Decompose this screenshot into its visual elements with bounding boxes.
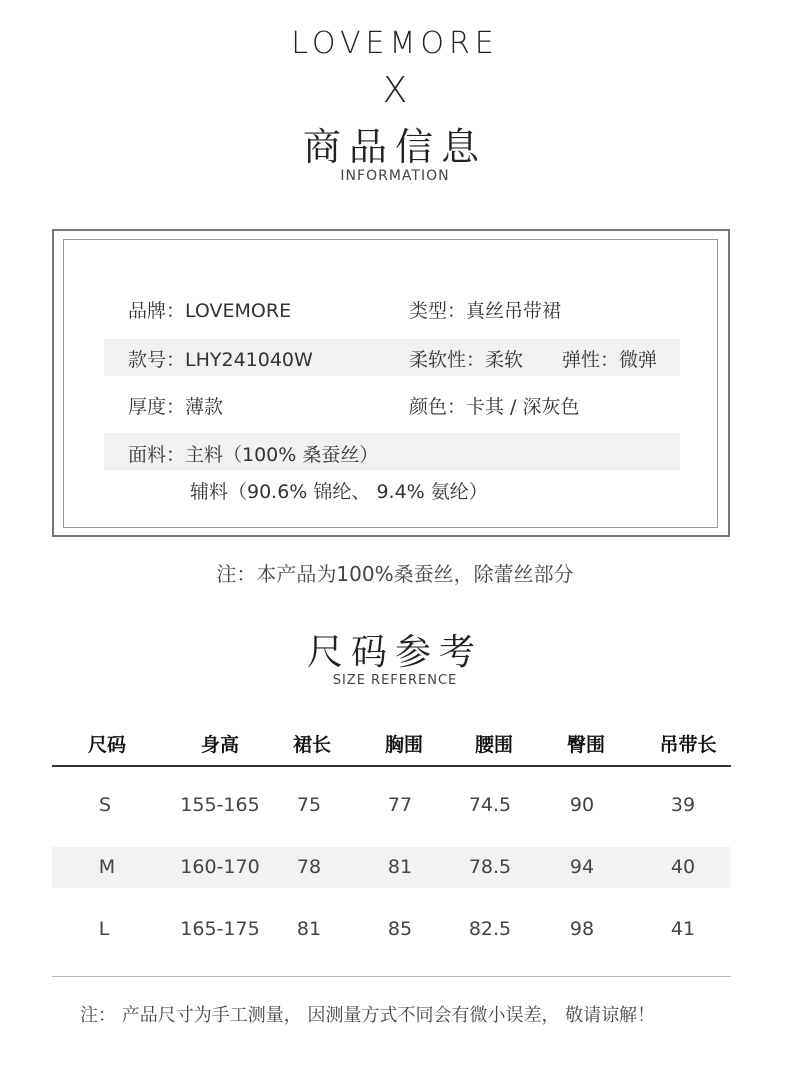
table-header-height: 身高 [200,734,239,756]
info-style-no: 款号：LHY241040W [128,349,313,371]
table-cell: 165-175 [180,918,260,940]
table-cell: 81 [387,856,413,878]
section-title-size: 尺码参考 [306,632,483,673]
note-silk: 注：本产品为100%桑蚕丝，除蕾丝部分 [216,562,574,586]
info-fabric-main: 面料：主料（100% 桑蚕丝） [128,444,379,466]
info-color: 颜色：卡其 / 深灰色 [409,396,580,418]
table-cell: 75 [296,794,322,816]
section-subtitle-size: SIZE REFERENCE [332,673,458,688]
table-header-size: 尺码 [87,734,126,756]
section-title-product-info: 商品信息 [302,125,487,169]
brand-logo: LOVEMORE [291,26,499,61]
table-cell: 78 [296,856,322,878]
table-header-strap: 吊带长 [659,734,717,756]
table-cell: 77 [387,794,413,816]
table-header-divider [52,765,731,767]
info-thickness: 厚度：薄款 [128,396,224,418]
table-cell: 155-165 [180,794,260,816]
table-cell: M [98,856,116,878]
table-cell: 160-170 [180,856,260,878]
table-cell: 74.5 [468,794,512,816]
table-cell: 78.5 [468,856,512,878]
table-cell: 39 [670,794,696,816]
table-cell: 94 [569,856,595,878]
table-cell: 90 [569,794,595,816]
table-cell: L [98,918,110,940]
info-elasticity: 弹性：微弹 [562,349,658,371]
table-header-waist: 腰围 [474,734,513,756]
table-cell: S [98,794,112,816]
table-cell: 98 [569,918,595,940]
info-brand: 品牌：LOVEMORE [128,300,292,322]
table-cell: 85 [387,918,413,940]
info-type: 类型：真丝吊带裙 [409,300,562,322]
table-header-length: 裙长 [292,734,331,756]
table-cell: 81 [296,918,322,940]
table-header-hip: 臀围 [566,734,605,756]
section-subtitle-information: INFORMATION [340,168,450,184]
table-header-bust: 胸围 [384,734,423,756]
table-bottom-divider [52,976,731,977]
table-cell: 82.5 [468,918,512,940]
info-softness: 柔软性：柔软 [409,349,524,371]
note-measurement: 注： 产品尺寸为手工测量， 因测量方式不同会有微小误差， 敬请谅解！ [80,1005,656,1026]
info-fabric-aux: 辅料（90.6% 锦纶、 9.4% 氨纶） [190,481,488,503]
table-cell: 41 [670,918,696,940]
cross-mark: X [382,70,408,111]
table-cell: 40 [670,856,696,878]
